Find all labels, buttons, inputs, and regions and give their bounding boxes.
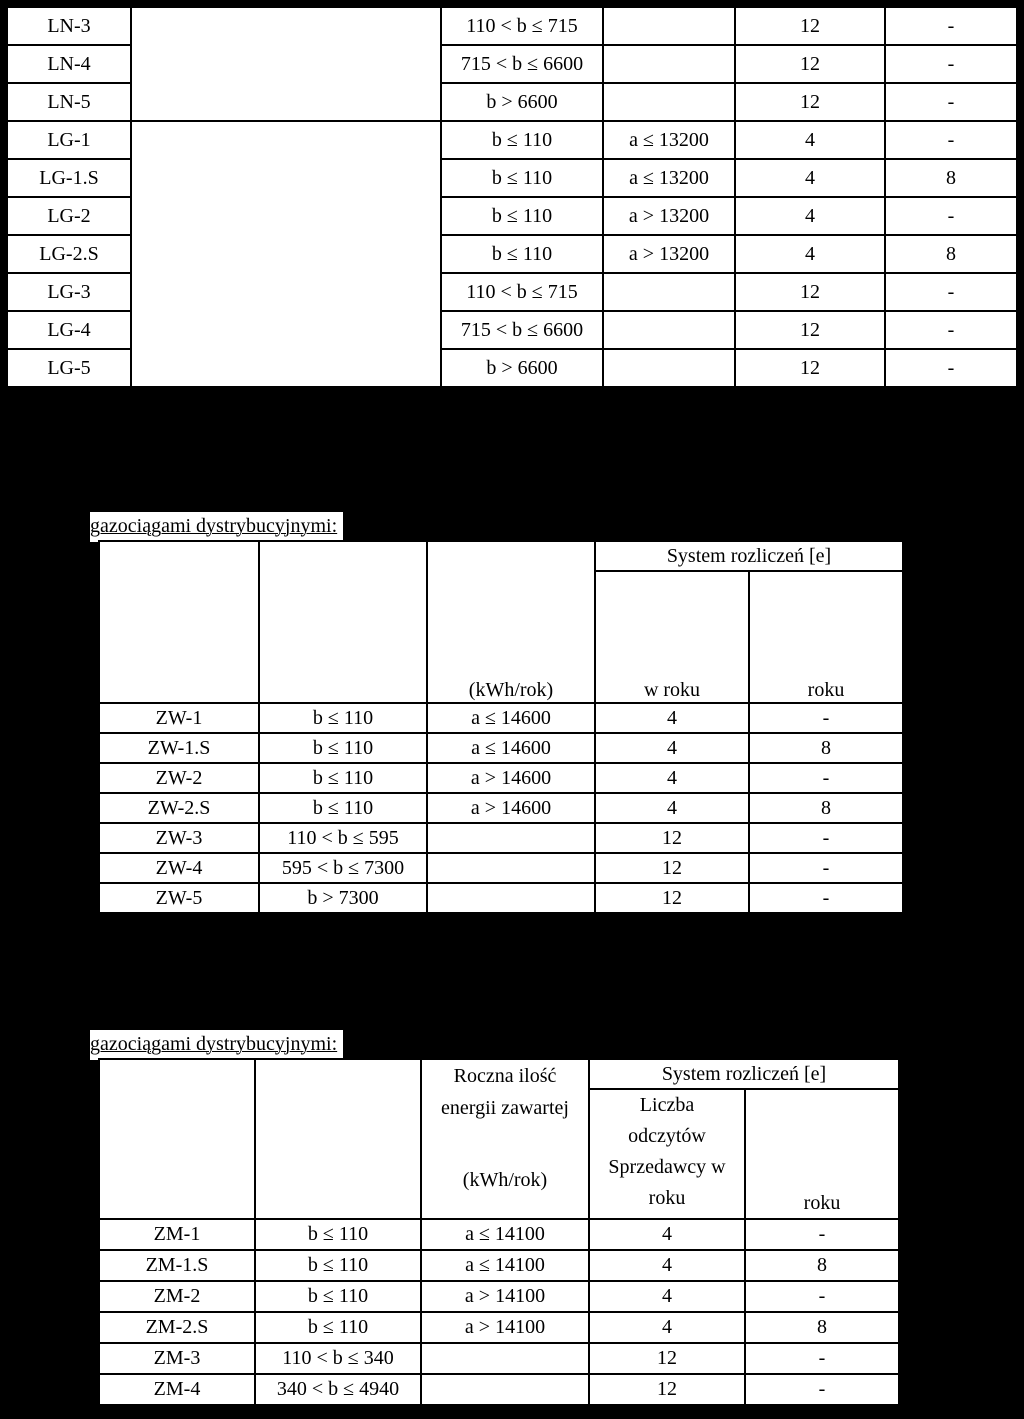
reading-count: 12 [735, 83, 885, 121]
extra-reading-count: 8 [885, 235, 1017, 273]
tariff-code: LG-5 [7, 349, 131, 387]
extra-reading-count: - [885, 311, 1017, 349]
reading-count: 4 [595, 733, 749, 763]
reading-count: 4 [735, 121, 885, 159]
tariff-code: LG-1 [7, 121, 131, 159]
capacity-range: b ≤ 110 [441, 197, 603, 235]
extra-header [745, 1089, 899, 1219]
extra-reading-count: - [749, 883, 903, 913]
annual-energy [421, 1343, 589, 1374]
annual-energy [603, 273, 735, 311]
reads-label-line1: Liczba [639, 1094, 695, 1116]
annual-energy: a ≤ 14600 [427, 733, 595, 763]
extra-reading-count: - [749, 703, 903, 733]
capacity-range: 715 < b ≤ 6600 [441, 45, 603, 83]
extra-reading-count: - [885, 349, 1017, 387]
annual-energy: a ≤ 14100 [421, 1250, 589, 1281]
reading-count: 12 [735, 273, 885, 311]
blank-header-cell [259, 541, 427, 703]
reading-count: 4 [595, 793, 749, 823]
tariff-code: ZM-3 [99, 1343, 255, 1374]
capacity-range: 340 < b ≤ 4940 [255, 1374, 421, 1405]
annual-energy: a ≤ 13200 [603, 159, 735, 197]
extra-reading-count: - [885, 83, 1017, 121]
extra-label: roku [803, 1192, 841, 1214]
extra-reading-count: - [749, 763, 903, 793]
reading-count: 4 [589, 1250, 745, 1281]
energy-header [421, 1059, 589, 1219]
capacity-range: b > 6600 [441, 83, 603, 121]
energy-label-line2: energii zawartej [441, 1097, 569, 1119]
extra-reading-count: 8 [745, 1312, 899, 1343]
table-row [99, 1312, 899, 1343]
reading-count: 12 [735, 349, 885, 387]
table-caption: gazociągami dystrybucyjnymi: [90, 512, 343, 542]
annual-energy: a > 13200 [603, 235, 735, 273]
reading-count: 4 [589, 1281, 745, 1312]
reading-count: 12 [735, 45, 885, 83]
blank-header-cell [99, 541, 259, 703]
tariff-table-zw [98, 540, 904, 914]
capacity-range: 595 < b ≤ 7300 [259, 853, 427, 883]
energy-label-line1: Roczna ilość [453, 1065, 557, 1087]
reads-label-line4: roku [648, 1187, 686, 1209]
table-row [99, 793, 903, 823]
reading-count: 12 [735, 7, 885, 45]
table-row [99, 1219, 899, 1250]
table-row [99, 733, 903, 763]
annual-energy: a ≤ 13200 [603, 121, 735, 159]
capacity-range: b ≤ 110 [255, 1250, 421, 1281]
extra-reading-count: - [885, 197, 1017, 235]
extra-label: roku [807, 679, 845, 701]
capacity-range: b ≤ 110 [259, 733, 427, 763]
tariff-table-ln-lg [6, 6, 1018, 388]
table-row [99, 1343, 899, 1374]
reading-count: 4 [735, 235, 885, 273]
blank-cell [131, 7, 441, 121]
header-row [99, 1059, 899, 1089]
capacity-range: b ≤ 110 [441, 235, 603, 273]
system-header: System rozliczeń [e] [595, 541, 903, 571]
annual-energy: a > 14100 [421, 1312, 589, 1343]
capacity-range: b ≤ 110 [255, 1219, 421, 1250]
annual-energy [603, 45, 735, 83]
tariff-code: ZW-1.S [99, 733, 259, 763]
blank-header-cell [255, 1059, 421, 1219]
reading-count: 4 [735, 197, 885, 235]
reading-count: 4 [735, 159, 885, 197]
reading-count: 12 [595, 853, 749, 883]
annual-energy [603, 349, 735, 387]
tariff-code: ZW-2 [99, 763, 259, 793]
tariff-table-ln-lg-body [7, 7, 1017, 387]
extra-reading-count: 8 [745, 1250, 899, 1281]
unit-label: (kWh/rok) [462, 1169, 548, 1191]
tariff-code: LN-4 [7, 45, 131, 83]
annual-energy [421, 1374, 589, 1405]
tariff-code: LG-1.S [7, 159, 131, 197]
table-row [7, 121, 1017, 159]
table-row [99, 1250, 899, 1281]
annual-energy: a > 14600 [427, 793, 595, 823]
annual-energy: a ≤ 14100 [421, 1219, 589, 1250]
capacity-range: 715 < b ≤ 6600 [441, 311, 603, 349]
reading-count: 12 [735, 311, 885, 349]
table-row [99, 823, 903, 853]
table-row [99, 883, 903, 913]
tariff-code: ZW-5 [99, 883, 259, 913]
extra-reading-count: - [745, 1343, 899, 1374]
capacity-range: 110 < b ≤ 715 [441, 273, 603, 311]
reads-label: w roku [643, 679, 701, 701]
reading-count: 12 [595, 823, 749, 853]
table-caption: gazociągami dystrybucyjnymi: [90, 1030, 343, 1060]
annual-energy: a > 14600 [427, 763, 595, 793]
capacity-range: b ≤ 110 [255, 1312, 421, 1343]
annual-energy: a > 14100 [421, 1281, 589, 1312]
reading-count: 4 [589, 1312, 745, 1343]
tariff-code: LN-3 [7, 7, 131, 45]
annual-energy [603, 83, 735, 121]
reading-count: 4 [589, 1219, 745, 1250]
tariff-code: ZM-4 [99, 1374, 255, 1405]
table-row [99, 763, 903, 793]
reading-count: 4 [595, 703, 749, 733]
reading-count: 12 [595, 883, 749, 913]
table-row [99, 703, 903, 733]
tariff-code: LG-3 [7, 273, 131, 311]
annual-energy: a ≤ 14600 [427, 703, 595, 733]
tariff-code: LG-2 [7, 197, 131, 235]
tariff-table-zm-body [99, 1059, 899, 1405]
tariff-code: ZW-4 [99, 853, 259, 883]
extra-reading-count: - [745, 1374, 899, 1405]
annual-energy [603, 311, 735, 349]
tariff-code: LN-5 [7, 83, 131, 121]
annual-energy [427, 853, 595, 883]
extra-reading-count: - [745, 1281, 899, 1312]
annual-energy: a > 13200 [603, 197, 735, 235]
capacity-range: b ≤ 110 [259, 763, 427, 793]
capacity-range: b ≤ 110 [259, 793, 427, 823]
reads-header [589, 1089, 745, 1219]
capacity-range: b ≤ 110 [259, 703, 427, 733]
table-row [99, 1374, 899, 1405]
tariff-code: ZM-1 [99, 1219, 255, 1250]
extra-reading-count: - [885, 7, 1017, 45]
system-header: System rozliczeń [e] [589, 1059, 899, 1089]
extra-reading-count: 8 [749, 733, 903, 763]
annual-energy [427, 883, 595, 913]
capacity-range: 110 < b ≤ 595 [259, 823, 427, 853]
extra-reading-count: - [885, 273, 1017, 311]
extra-reading-count: - [749, 823, 903, 853]
reading-count: 12 [589, 1343, 745, 1374]
tariff-table-zm [98, 1058, 900, 1406]
table-row [99, 1281, 899, 1312]
extra-reading-count: - [885, 45, 1017, 83]
tariff-code: ZM-2.S [99, 1312, 255, 1343]
tariff-table-zw-body [99, 541, 903, 913]
tariff-code: LG-2.S [7, 235, 131, 273]
header-row [99, 541, 903, 571]
capacity-range: b > 6600 [441, 349, 603, 387]
capacity-range: b ≤ 110 [255, 1281, 421, 1312]
capacity-range: b ≤ 110 [441, 121, 603, 159]
blank-cell [131, 121, 441, 387]
reads-label-line2: odczytów [628, 1125, 706, 1147]
blank-header-cell [99, 1059, 255, 1219]
capacity-range: b > 7300 [259, 883, 427, 913]
extra-reading-count: 8 [885, 159, 1017, 197]
unit-label: (kWh/rok) [468, 679, 554, 701]
tariff-code: ZM-1.S [99, 1250, 255, 1281]
capacity-range: b ≤ 110 [441, 159, 603, 197]
table-row [99, 853, 903, 883]
reads-header [595, 571, 749, 703]
extra-reading-count: - [885, 121, 1017, 159]
annual-energy [427, 823, 595, 853]
tariff-code: ZW-1 [99, 703, 259, 733]
tariff-code: ZW-3 [99, 823, 259, 853]
tariff-code: LG-4 [7, 311, 131, 349]
extra-reading-count: - [745, 1219, 899, 1250]
reading-count: 4 [595, 763, 749, 793]
extra-header [749, 571, 903, 703]
tariff-code: ZM-2 [99, 1281, 255, 1312]
unit-header [427, 541, 595, 703]
extra-reading-count: 8 [749, 793, 903, 823]
reading-count: 12 [589, 1374, 745, 1405]
capacity-range: 110 < b ≤ 715 [441, 7, 603, 45]
extra-reading-count: - [749, 853, 903, 883]
table-row [7, 7, 1017, 45]
capacity-range: 110 < b ≤ 340 [255, 1343, 421, 1374]
annual-energy [603, 7, 735, 45]
tariff-code: ZW-2.S [99, 793, 259, 823]
reads-label-line3: Sprzedawcy w [608, 1156, 726, 1178]
